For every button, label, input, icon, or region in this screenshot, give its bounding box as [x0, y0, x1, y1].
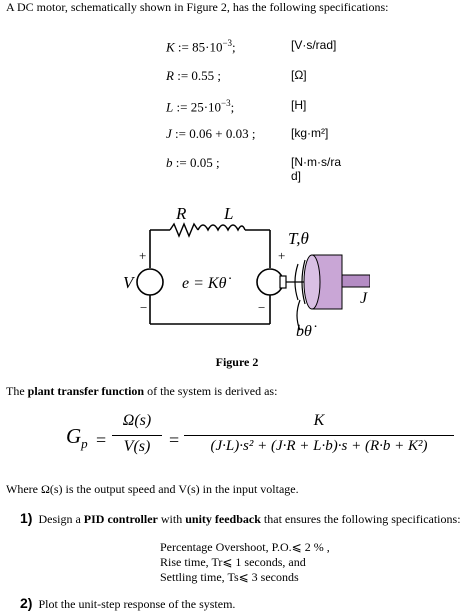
minus-sign: − [258, 300, 266, 315]
requirement-item: Percentage Overshoot, P.O.⩽ 2 % , [160, 540, 330, 554]
question-number: 1) [20, 510, 33, 526]
motor-symbol [257, 269, 283, 295]
tf-numerator: K [313, 412, 325, 429]
torque-label: T,θ [288, 229, 309, 248]
emf-label: e = Kθ̇ [182, 275, 227, 292]
spec-unit: [V·s/rad] [291, 38, 337, 52]
spec-symbol: J [166, 126, 172, 141]
inertia-face [304, 255, 320, 309]
fraction-bar [184, 435, 454, 436]
resistor-symbol [170, 224, 198, 236]
voltage-label: V [123, 273, 134, 292]
tf-denominator: (J·L)·s² + (J·R + L·b)·s + (R·b + K²) [210, 438, 428, 454]
intro-text: A DC motor, schematically shown in Figure 2, has the following specifications: [6, 0, 389, 14]
dc-motor-schematic [110, 200, 370, 340]
spec-symbol: L [166, 99, 174, 115]
inertia-label: J [360, 290, 368, 307]
spec-unit: [Ω] [291, 68, 307, 82]
tf-intro: The plant transfer function of the system is derived as: [6, 384, 278, 398]
inductor-symbol [198, 225, 245, 230]
spec-value: 25·10 [190, 99, 222, 115]
transfer-function: $G_p$ = Ω(s) V(s) = K (J·L)·s² + (J·R + L·b)·s + (R·b + K²) [66, 412, 456, 468]
spec-row: L := $25\cdot 10^{-3}$; [H] [166, 98, 307, 115]
plus-sign: + [278, 248, 286, 263]
output-shaft [342, 275, 370, 287]
tf-intro-bold: plant transfer function [27, 384, 145, 398]
spec-exponent: −3 [221, 98, 231, 108]
question-1: 1) Design a PID controller with unity feedback that ensures the following specifications: [20, 510, 461, 526]
question-number: 2) [20, 595, 33, 611]
spec-symbol: K [166, 39, 175, 55]
spec-value: 0.55 [191, 68, 215, 83]
spec-unit: [kg·m²] [291, 126, 329, 140]
requirement-item: Rise time, Tr⩽ 1 seconds, and [160, 555, 306, 569]
spec-value: 0.05 [189, 155, 213, 170]
spec-exponent: −3 [222, 38, 233, 48]
spec-row: R := 0.55 ; [Ω] [166, 68, 307, 83]
requirement-item: Settling time, Ts⩽ 3 seconds [160, 570, 299, 584]
spec-symbol: b [166, 155, 173, 170]
tf-denominator: V(s) [123, 438, 151, 455]
fraction-bar [112, 435, 162, 436]
voltage-source-symbol [137, 269, 163, 295]
tf-symbol: $G_p$ [66, 424, 88, 452]
tf-numerator: Ω(s) [122, 412, 152, 429]
minus-sign: − [140, 300, 148, 315]
figure-caption: Figure 2 [215, 355, 259, 369]
spec-symbol: R [166, 68, 174, 83]
spec-value: 0.06 + 0.03 [189, 126, 249, 141]
spec-unit: [H] [291, 98, 307, 112]
question-2: 2) Plot the unit-step response of the system. [20, 595, 236, 611]
spec-value: 85·10 [192, 39, 223, 55]
motor-brush [280, 276, 286, 288]
spec-row: K := $85\cdot 10^{-3}$; [V·s/rad] [166, 38, 337, 55]
spec-row: b := 0.05 ; [N·m·s/ra d] [166, 155, 341, 183]
requirements-list [160, 540, 330, 585]
where-text: Where Ω(s) is the output speed and V(s) in the input voltage. [6, 482, 299, 496]
spec-unit: [N·m·s/ra d] [291, 155, 341, 183]
inductor-label: L [224, 204, 234, 223]
spec-row: J := 0.06 + 0.03 ; [kg·m²] [166, 126, 329, 141]
resistor-label: R [176, 204, 187, 223]
plus-sign: + [139, 248, 147, 263]
damping-label: bθ̇ [296, 323, 312, 340]
